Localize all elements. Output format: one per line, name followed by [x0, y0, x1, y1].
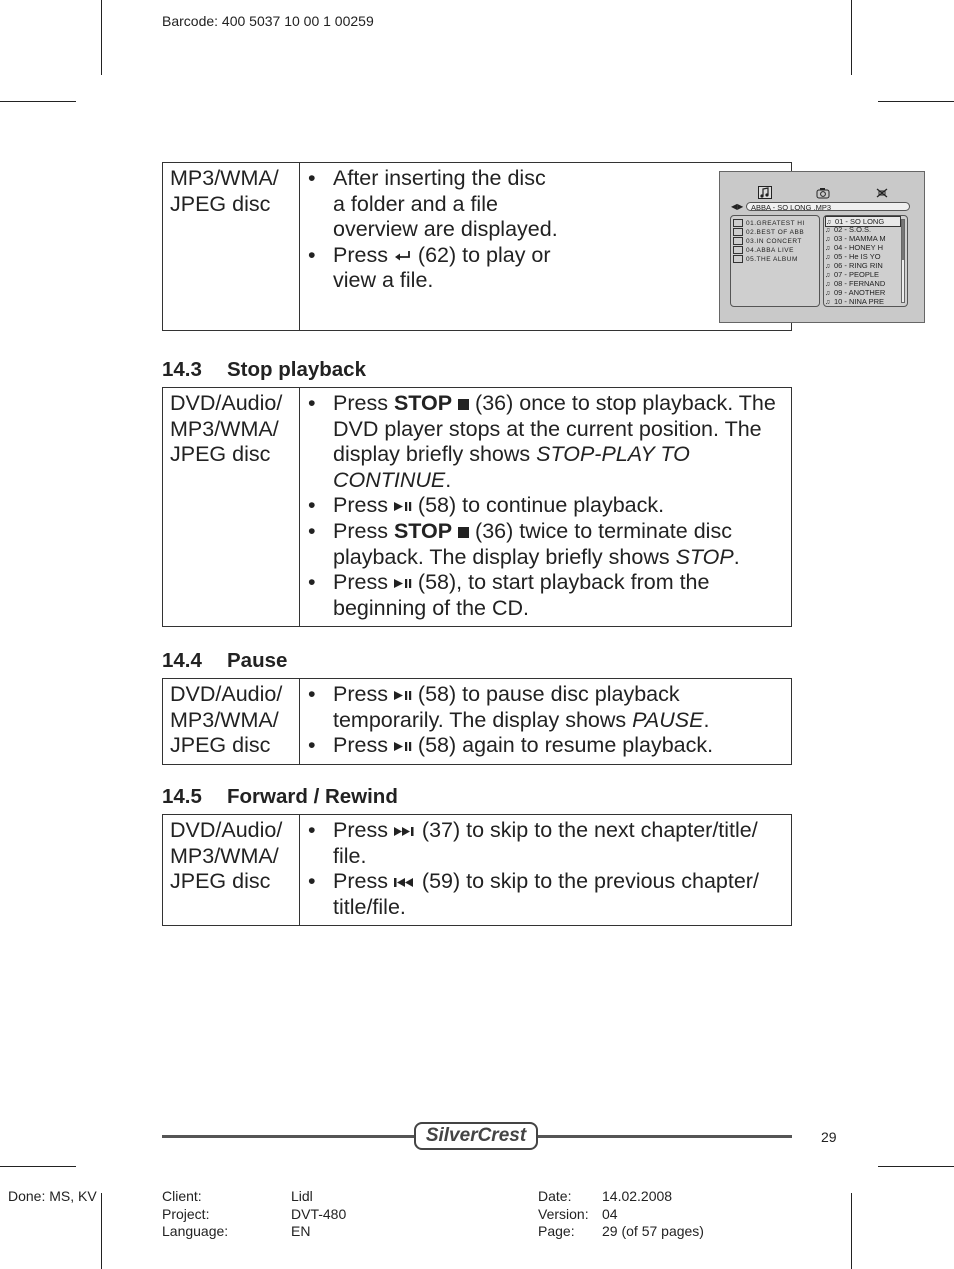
instructions-cell [300, 679, 792, 765]
instructions-cell [300, 163, 886, 331]
disc-type-line: DVD/Audio/ [170, 818, 283, 842]
footer-rule [162, 1135, 414, 1138]
folder-item: 01.GREATEST HI [733, 219, 805, 228]
client-value: Lidl [291, 1188, 313, 1204]
stop-icon [458, 527, 469, 538]
project-value: DVT-480 [291, 1206, 347, 1222]
skip-next-icon [394, 826, 416, 837]
instruction-item: • Press (59) to skip to the previous chapter/ title/file. [307, 869, 785, 920]
page-value: 29 (of 57 pages) [602, 1223, 704, 1239]
track-item: ♫ 04 - HONEY H [825, 243, 884, 252]
play-pause-icon [394, 741, 412, 752]
language-label: Language: [162, 1223, 229, 1239]
disc-type-line: JPEG disc [170, 869, 271, 894]
nav-arrows-icon: ◀▶ [731, 202, 744, 211]
instruction-item: • Press (37) to skip to the next chapter/title/ file. [307, 818, 785, 869]
file-browser-screenshot [719, 171, 925, 323]
date-label: Date: [538, 1188, 572, 1204]
crop-mark [851, 1193, 852, 1269]
disc-type-line: MP3/WMA/ [170, 416, 279, 441]
disc-type-cell [163, 163, 300, 331]
page-label: Page: [538, 1223, 575, 1239]
track-item: ♫ 08 - FERNAND [825, 279, 886, 288]
folder-item: 04.ABBA LIVE [733, 246, 794, 255]
disc-type-line: MP3/WMA/ [170, 843, 279, 868]
track-item: ♫ 09 - ANOTHER [825, 288, 886, 297]
version-value: 04 [602, 1206, 618, 1222]
disc-type-cell [163, 679, 300, 765]
instruction-item: • Press STOP (36) twice to terminate disc playback. The display briefly shows STOP. [307, 519, 785, 570]
play-pause-icon [394, 578, 412, 589]
instruction-item: • Press (58) again to resume playback. [307, 733, 785, 759]
spec-table-forward-rewind [162, 814, 792, 926]
client-label: Client: [162, 1188, 202, 1204]
instructions-cell [300, 388, 792, 627]
instruction-item: • Press (58) to pause disc playback temporarily. The display shows PAUSE. [307, 682, 785, 733]
disc-type-line: MP3/WMA/ [170, 707, 279, 732]
section-heading: 14.5 Forward / Rewind [162, 785, 398, 808]
folder-item: 05.THE ALBUM [733, 255, 798, 264]
version-label: Version: [538, 1206, 589, 1222]
play-pause-icon [394, 690, 412, 701]
folder-item: 03.IN CONCERT [733, 237, 802, 246]
instruction-item: • Press STOP (36) once to stop playback. The DVD player stops at the current position. The display briefly shows STOP-PLAY TO CONTINUE. [307, 391, 785, 493]
spec-table-stop [162, 387, 792, 627]
crop-mark [101, 1193, 102, 1269]
disc-type-line: JPEG disc [170, 191, 271, 216]
crop-mark [0, 1166, 76, 1167]
disc-type-line: JPEG disc [170, 442, 271, 467]
disc-type-cell [163, 815, 300, 926]
page-number: 29 [821, 1129, 837, 1145]
folder-item: 02.BEST OF ABB [733, 228, 804, 237]
language-value: EN [291, 1223, 311, 1239]
crop-mark [0, 101, 76, 102]
track-list [823, 215, 908, 307]
track-item: ♫ 03 - MAMMA M [825, 234, 886, 243]
track-item: ♫ 10 - NINA PRE [825, 297, 885, 306]
track-item: ♫ 02 - S.O.S. [825, 225, 872, 234]
section-heading: 14.4 Pause [162, 649, 288, 672]
project-label: Project: [162, 1206, 210, 1222]
date-value: 14.02.2008 [602, 1188, 673, 1204]
enter-icon [394, 250, 412, 262]
crop-mark [878, 101, 954, 102]
current-file-path: ABBA - SO LONG .MP3 [746, 202, 910, 211]
instruction-item: • After inserting the disc a folder and a file overview are displayed. [307, 166, 562, 243]
play-pause-icon [394, 501, 412, 512]
instruction-item: • Press (58) to continue playback. [307, 493, 785, 519]
crop-mark [878, 1166, 954, 1167]
scrollbar [901, 219, 905, 303]
disc-type-line: DVD/Audio/ [170, 682, 283, 706]
track-item: ♫ 07 - PEOPLE [825, 270, 880, 279]
skip-previous-icon [394, 877, 416, 888]
spec-table-mp3 [162, 162, 886, 331]
disc-type-line: MP3/WMA/ [170, 166, 279, 190]
instructions-cell [300, 815, 792, 926]
track-item: ♫ 05 - He IS YO [825, 252, 881, 261]
silvercrest-logo: SilverCrest [414, 1122, 538, 1150]
footer-rule [538, 1135, 792, 1138]
section-heading: 14.3 Stop playback [162, 358, 366, 381]
barcode: Barcode: 400 5037 10 00 1 00259 [162, 13, 374, 29]
crop-mark [101, 0, 102, 75]
disc-type-line: DVD/Audio/ [170, 391, 283, 415]
track-item: ♫ 06 - RING RIN [825, 261, 883, 270]
disc-type-cell [163, 388, 300, 627]
disc-type-line: JPEG disc [170, 733, 271, 758]
crop-mark [851, 0, 852, 75]
instruction-item: • Press (58), to start playback from the beginning of the CD. [307, 570, 785, 621]
spec-table-pause [162, 678, 792, 765]
stop-icon [458, 399, 469, 410]
track-item-selected: ♫ 01 - SO LONG [825, 216, 901, 227]
instruction-item: • Press (62) to play or view a file. [307, 243, 562, 294]
done-by: Done: MS, KV [8, 1188, 97, 1204]
folder-list [730, 215, 820, 307]
